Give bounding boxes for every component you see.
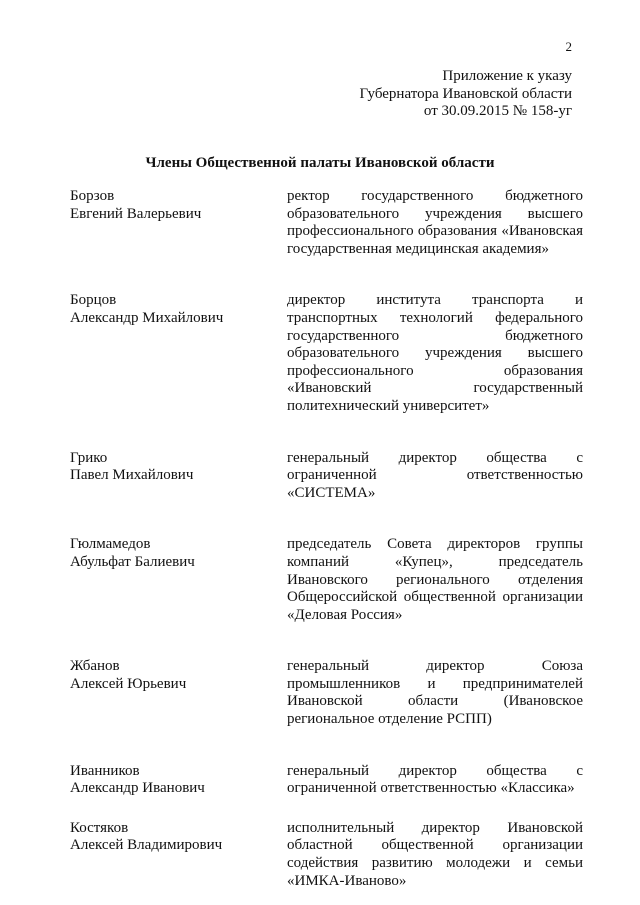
member-position: директор института транспорта и транспортных технологий федерального государственного бюджетного образовательного учреждения высшего профессионального образования «Ивановский государственный политехнический университет» [287, 292, 583, 414]
member-surname: Борзов [70, 188, 115, 204]
member-given-names: Евгений Валерьевич [70, 205, 202, 222]
member-name [70, 820, 280, 890]
member-given-names: Алексей Владимирович [70, 837, 223, 854]
member-entry [70, 658, 583, 728]
member-entry [70, 820, 583, 890]
member-surname: Жбанов [70, 658, 120, 675]
member-surname: Гюлмамедов [70, 536, 151, 553]
member-name [70, 188, 280, 258]
member-name [70, 658, 280, 728]
appendix-line: Губернатора Ивановской области [359, 85, 572, 102]
member-given-names: Павел Михайлович [70, 467, 194, 484]
member-name [70, 292, 280, 415]
member-entry [70, 536, 583, 624]
member-position: генеральный директор общества с ограниченной ответственностью «СИСТЕМА» [287, 449, 583, 501]
member-given-names: Александр Михайлович [70, 309, 224, 326]
member-surname: Костяков [70, 819, 129, 836]
member-position: ректор государственного бюджетного образовательного учреждения высшего профессионального образования «Ивановская государственная медицинская академия» [287, 188, 583, 257]
member-name [70, 450, 280, 503]
appendix-line: Приложение к указу [442, 68, 572, 84]
appendix-line: от 30.09.2015 № 158-уг [423, 103, 572, 119]
member-surname: Борцов [70, 292, 117, 309]
member-given-names: Абульфат Балиевич [70, 553, 195, 570]
member-name [70, 763, 280, 798]
members-list [70, 188, 583, 890]
appendix-header [359, 68, 572, 121]
member-position: генеральный директор Союза промышленников и предпринимателей Ивановской области (Ивановское региональное отделение РСПП) [287, 658, 583, 728]
member-position: генеральный директор общества с ограниченной ответственностью «Классика» [287, 762, 583, 797]
member-surname: Грико [70, 449, 108, 466]
member-given-names: Алексей Юрьевич [70, 675, 187, 692]
member-entry [70, 292, 583, 415]
member-position: исполнительный директор Ивановской областной общественной организации содействия развитию молодежи и семьи «ИМКА-Иваново» [287, 819, 583, 889]
member-entry [70, 450, 583, 503]
member-name [70, 536, 280, 624]
member-entry [70, 188, 583, 258]
member-position: председатель Совета директоров группы компаний «Купец», председатель Ивановского регионального отделения Общероссийской общественной организации «Деловая Россия» [287, 536, 583, 623]
member-given-names: Александр Иванович [70, 780, 205, 797]
member-entry [70, 763, 583, 798]
document-title: Члены Общественной палаты Ивановской области [145, 155, 495, 171]
page-number: 2 [565, 39, 572, 54]
member-surname: Иванников [70, 762, 140, 779]
